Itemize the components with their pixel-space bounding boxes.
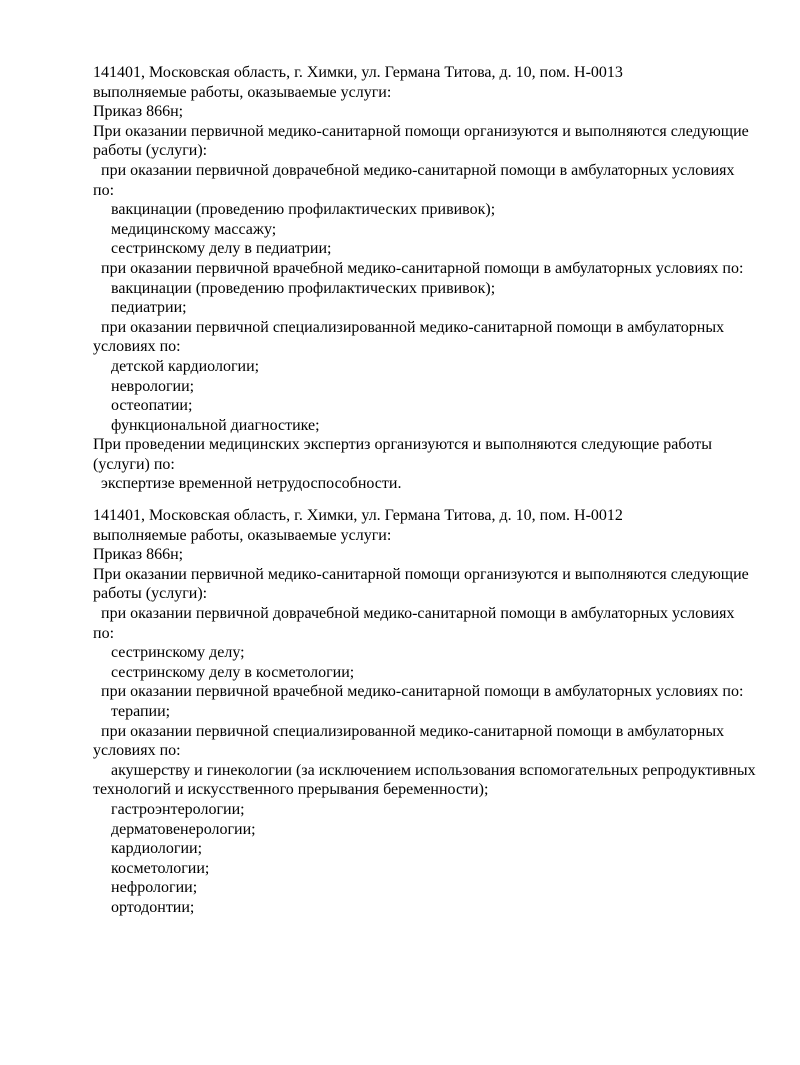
document-line: по: bbox=[93, 624, 115, 642]
document-line: сестринскому делу; bbox=[111, 644, 245, 662]
document-line: выполняемые работы, оказываемые услуги: bbox=[93, 83, 392, 101]
document-line: При оказании первичной медико-санитарной помощи организуются и выполняются следующие bbox=[93, 565, 749, 583]
document-line: при оказании первичной доврачебной медико-санитарной помощи в амбулаторных условиях bbox=[101, 161, 735, 179]
document-line: нефрологии; bbox=[111, 879, 198, 897]
document-line: при оказании первичной специализированной медико-санитарной помощи в амбулаторных bbox=[101, 722, 725, 740]
document-line: При проведении медицинских экспертиз организуются и выполняются следующие работы bbox=[93, 436, 712, 454]
document-line: гастроэнтерологии; bbox=[111, 800, 245, 818]
document-line: Приказ 866н; bbox=[93, 546, 184, 564]
document-line: при оказании первичной специализированной медико-санитарной помощи в амбулаторных bbox=[101, 318, 725, 336]
document-line: детской кардиологии; bbox=[111, 357, 260, 375]
document-line: (услуги) по: bbox=[93, 455, 175, 473]
document-line: 141401, Московская область, г. Химки, ул. Германа Титова, д. 10, пом. Н-0012 bbox=[93, 507, 623, 525]
document-line: Приказ 866н; bbox=[93, 103, 184, 121]
document-line: при оказании первичной доврачебной медико-санитарной помощи в амбулаторных условиях bbox=[101, 605, 735, 623]
document-body bbox=[93, 63, 760, 918]
document-line: при оказании первичной врачебной медико-санитарной помощи в амбулаторных условиях по: bbox=[101, 259, 744, 277]
document-line: дерматовенерологии; bbox=[111, 820, 256, 838]
document-line: медицинскому массажу; bbox=[111, 220, 277, 238]
document-line: экспертизе временной нетрудоспособности. bbox=[101, 475, 402, 493]
document-line: работы (услуги): bbox=[93, 142, 208, 160]
document-line: вакцинации (проведению профилактических прививок); bbox=[111, 279, 496, 297]
document-line: косметологии; bbox=[111, 859, 210, 877]
document-line: сестринскому делу в педиатрии; bbox=[111, 240, 332, 258]
document-line: работы (услуги): bbox=[93, 585, 208, 603]
facility-address-h0012 bbox=[93, 506, 760, 917]
document-line: сестринскому делу в косметологии; bbox=[111, 663, 355, 681]
document-line: неврологии; bbox=[111, 377, 195, 395]
document-line: ортодонтии; bbox=[111, 898, 195, 916]
document-line: педиатрии; bbox=[111, 299, 187, 317]
document-line: терапии; bbox=[111, 703, 171, 720]
document-line: вакцинации (проведению профилактических прививок); bbox=[111, 201, 496, 219]
document-line: технологий и искусственного прерывания беременности); bbox=[93, 781, 489, 799]
document-line: при оказании первичной врачебной медико-санитарной помощи в амбулаторных условиях по: bbox=[101, 683, 744, 701]
document-line: функциональной диагностике; bbox=[111, 416, 320, 434]
document-line: условиях по: bbox=[93, 338, 181, 356]
facility-address-h0013 bbox=[93, 63, 760, 494]
document-line: 141401, Московская область, г. Химки, ул. Германа Титова, д. 10, пом. Н-0013 bbox=[93, 64, 623, 81]
document-line: кардиологии; bbox=[111, 840, 203, 858]
document-line: по: bbox=[93, 181, 115, 199]
document-line: акушерству и гинекологии (за исключением использования вспомогательных репродуктивных bbox=[111, 761, 756, 779]
document-line: При оказании первичной медико-санитарной помощи организуются и выполняются следующие bbox=[93, 122, 749, 140]
document-line: условиях по: bbox=[93, 742, 181, 760]
document-line: выполняемые работы, оказываемые услуги: bbox=[93, 526, 392, 544]
document-line: остеопатии; bbox=[111, 397, 193, 415]
